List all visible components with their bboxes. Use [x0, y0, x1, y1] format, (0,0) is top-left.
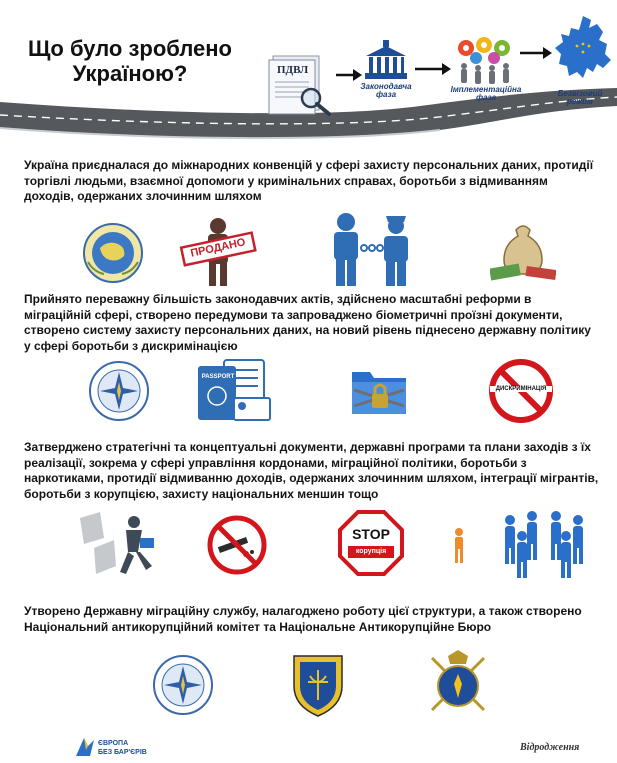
- locked-folder-icon: [348, 360, 410, 422]
- anticorruption-committee-emblem-icon: [290, 652, 346, 718]
- stage-label-implementation: [450, 86, 522, 103]
- page-title-line2: Україною?: [72, 61, 188, 87]
- stop-label: STOP: [352, 526, 390, 542]
- renaissance-foundation-logo: Відродження: [520, 742, 580, 753]
- stage-label-visa-free-line2: режим: [567, 97, 593, 107]
- europe-logo-line2: БЕЗ БАР'ЄРІВ: [98, 749, 147, 756]
- passport-icon: [194, 354, 274, 424]
- parliament-icon: [364, 40, 408, 80]
- document-label: ПДВЛ: [277, 64, 309, 76]
- human-trafficking-icon: [178, 216, 258, 288]
- section-text-4: Утворено Державну міграційну службу, налагоджено роботу цієї структури, а також створено Національний антикорупційний комітет та Національне Антикорупційне Бюро: [24, 604, 582, 634]
- stage-label-visa-free-line1: Безвізовий: [557, 89, 603, 98]
- anticorruption-bureau-emblem-icon: [426, 650, 490, 718]
- europe-without-barriers-logo: [74, 736, 154, 760]
- stop-corruption-sign-icon: [338, 510, 404, 576]
- section-text-1: Україна приєдналася до міжнародних конвенцій у сфері захисту персональних даних, протидії торгівлі людьми, взаємної допомоги у кримінальних справах, боротьби з відмиванням доходів, одержаних злочинним шляхом: [24, 158, 594, 204]
- no-drugs-sign-icon: [206, 514, 268, 576]
- handcuffed-people-icon: [326, 212, 416, 288]
- stage-label-legislative: [356, 83, 416, 100]
- page-title-line1: Що було зроблено: [28, 36, 232, 61]
- migrant-person-icon: [450, 528, 468, 564]
- arrow-right-icon: [520, 46, 552, 60]
- arrow-right-icon: [415, 62, 451, 76]
- gears-team-icon: [454, 36, 518, 86]
- eu-map-icon: [553, 14, 613, 90]
- passport-label: PASSPORT: [201, 374, 235, 380]
- stage-label-legislative-line1: Законодавча: [360, 82, 412, 91]
- stage-label-implementation-line1: Імплементаційна: [450, 85, 522, 94]
- europe-logo-line1: ЄВРОПА: [98, 740, 129, 747]
- stage-label-implementation-line2: фаза: [475, 93, 497, 103]
- businessman-running-icon: [80, 508, 166, 580]
- discrimination-label: ДИСКРИМІНАЦІЯ: [490, 386, 552, 392]
- no-discrimination-sign-icon: [488, 358, 554, 424]
- money-bag-icon: [490, 220, 556, 282]
- stage-label-visa-free: [550, 90, 610, 107]
- convention-emblem-icon: [82, 222, 144, 284]
- document-icon: [267, 52, 337, 118]
- arrow-right-icon: [336, 68, 362, 82]
- stop-caption: корупція: [355, 548, 387, 555]
- migration-service-emblem-icon: [88, 360, 150, 422]
- section-text-3: Затверджено стратегічні та концептуальні документи, державні програми та плани заходів з їх реалізації, зокрема у сфері управління кордонами, міграційної політики, боротьби з наркотиками, протидії відмиванню доходів, одержаних злочинним шляхом, інтеграції мігрантів, боротьби з корупцією, захисту національних меншин тощо: [24, 440, 599, 501]
- migration-service-emblem-icon: [152, 654, 214, 716]
- minorities-group-icon: [498, 506, 590, 580]
- section-text-2: Прийнято переважну більшість законодавчих актів, здійснено масштабні реформи в міграційній сфері, створено передумови та запроваджено біометричні проїзні документи, створено систему захисту персональних даних, на новий рівень піднесено державну політику у сфері боротьби з дискримінацією: [24, 292, 591, 353]
- stage-label-legislative-line2: фаза: [375, 90, 397, 100]
- sold-stamp-label: ПРОДАНО: [189, 236, 247, 260]
